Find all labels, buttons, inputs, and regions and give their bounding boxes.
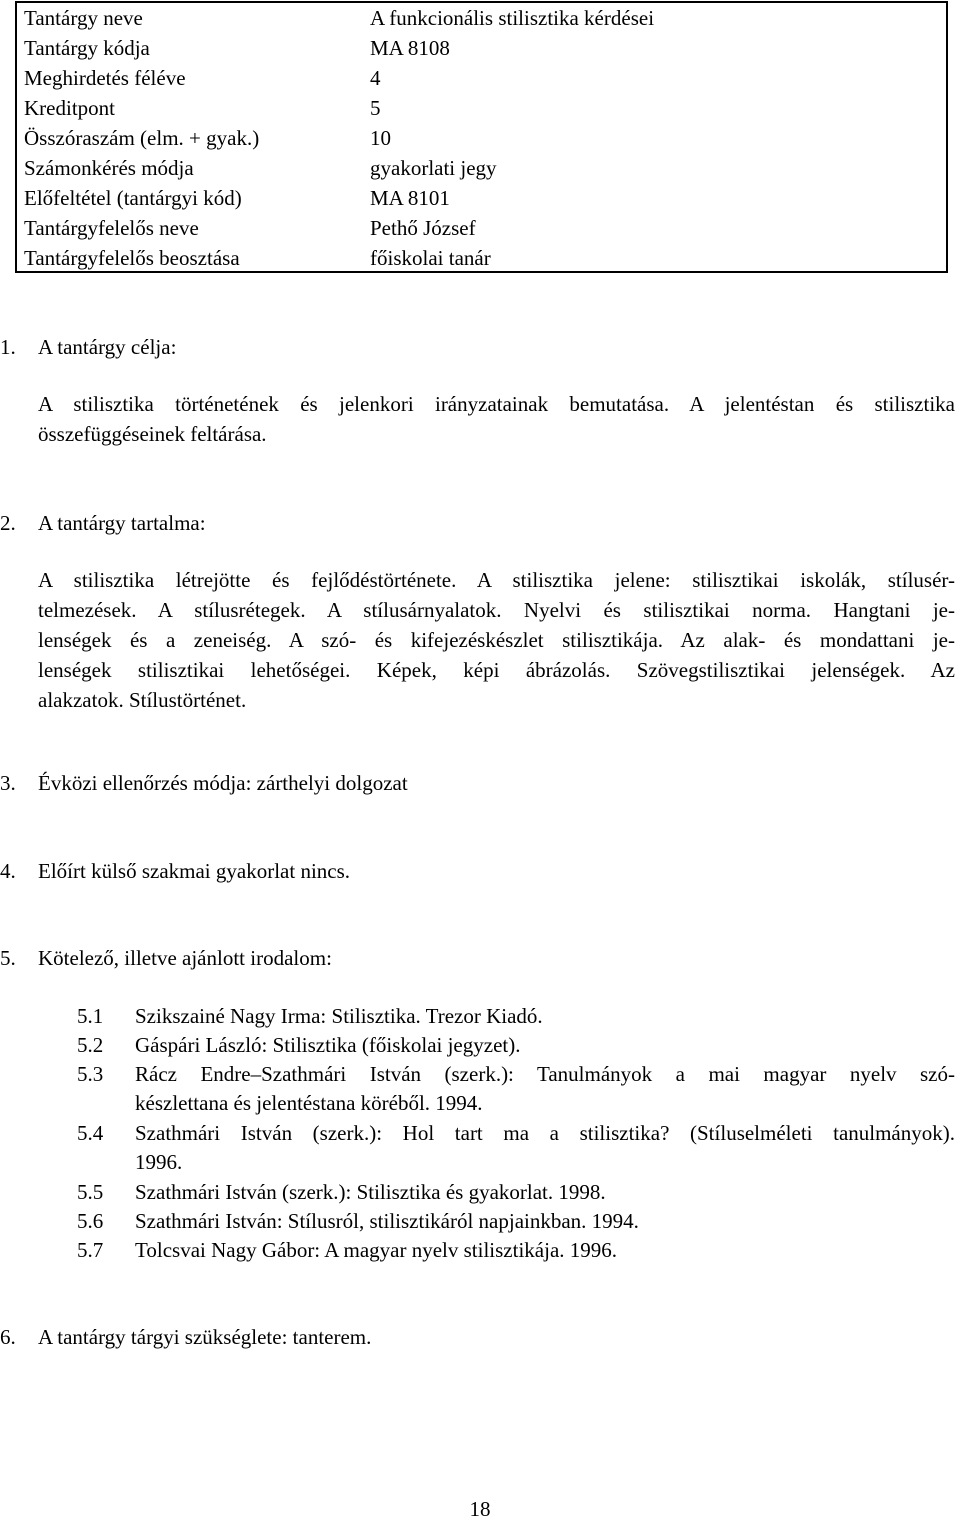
- reference-number: 5.2: [77, 1033, 104, 1057]
- reference-number: 5.4: [77, 1121, 104, 1145]
- reference-number: 5.5: [77, 1180, 104, 1204]
- table-row: [17, 183, 946, 213]
- course-info-table: [15, 1, 948, 273]
- table-row: [17, 243, 946, 273]
- row-label: Előfeltétel (tantárgyi kód): [24, 186, 242, 210]
- section-title: Kötelező, illetve ajánlott irodalom:: [38, 946, 332, 970]
- paragraph-line: összefüggéseinek feltárása.: [38, 422, 267, 446]
- reference-text: Szikszainé Nagy Irma: Stilisztika. Trezor Kiadó.: [135, 1004, 543, 1028]
- reference-text: Szathmári István (szerk.): Hol tart ma a stilisztika? (Stíluselméleti tanulmányok).: [135, 1121, 955, 1145]
- table-row: [17, 3, 946, 33]
- reference-number: 5.6: [77, 1209, 104, 1233]
- row-value: 4: [370, 66, 381, 90]
- section-title: A tantárgy tartalma:: [38, 511, 206, 535]
- paragraph-line: A stilisztika történetének és jelenkori irányzatainak bemutatása. A jelentéstan és stilisztika: [38, 392, 955, 416]
- table-row: [17, 63, 946, 93]
- table-row: [17, 213, 946, 243]
- reference-text: Rácz Endre–Szathmári István (szerk.): Tanulmányok a mai magyar nyelv szó-: [135, 1062, 955, 1086]
- reference-text: Tolcsvai Nagy Gábor: A magyar nyelv stilisztikája. 1996.: [135, 1238, 618, 1262]
- row-value: gyakorlati jegy: [370, 156, 497, 180]
- section-number: 4.: [0, 859, 16, 883]
- row-value: Pethő József: [370, 216, 476, 240]
- row-value: MA 8101: [370, 186, 450, 210]
- section-number: 1.: [0, 335, 16, 359]
- row-label: Tantárgy neve: [24, 6, 143, 30]
- section-number: 6.: [0, 1325, 16, 1349]
- section-number: 2.: [0, 511, 16, 535]
- row-label: Tantárgyfelelős beosztása: [24, 246, 240, 270]
- section-title: Előírt külső szakmai gyakorlat nincs.: [38, 859, 351, 883]
- table-row: [17, 123, 946, 153]
- table-row: [17, 33, 946, 63]
- table-row: [17, 153, 946, 183]
- reference-text: 1996.: [135, 1150, 183, 1174]
- reference-number: 5.3: [77, 1062, 104, 1086]
- row-label: Meghirdetés féléve: [24, 66, 186, 90]
- paragraph-line: lenségek és a zeneiség. A szó- és kifejezéskészlet stilisztikája. Az alak- és mondattani je-: [38, 628, 955, 652]
- paragraph-line: A stilisztika létrejötte és fejlődéstörténete. A stilisztika jelene: stilisztikai iskolák, stílusér-: [38, 568, 955, 592]
- row-value: főiskolai tanár: [370, 246, 491, 270]
- row-value: 5: [370, 96, 381, 120]
- section-2-paragraph: [38, 565, 955, 715]
- row-value: MA 8108: [370, 36, 450, 60]
- reference-number: 5.1: [77, 1004, 104, 1028]
- reference-text: készlettana és jelentéstana köréből. 1994.: [135, 1091, 483, 1115]
- reference-text: Szathmári István (szerk.): Stilisztika és gyakorlat. 1998.: [135, 1180, 606, 1204]
- paragraph-line: alakzatok. Stílustörténet.: [38, 688, 247, 712]
- row-label: Tantárgyfelelős neve: [24, 216, 199, 240]
- row-value: A funkcionális stilisztika kérdései: [370, 6, 655, 30]
- section-1-paragraph: [38, 389, 955, 449]
- section-title: A tantárgy tárgyi szükséglete: tanterem.: [38, 1325, 372, 1349]
- row-label: Tantárgy kódja: [24, 36, 150, 60]
- section-number: 3.: [0, 771, 16, 795]
- reference-text: Szathmári István: Stílusról, stilisztikáról napjainkban. 1994.: [135, 1209, 639, 1233]
- section-title: Évközi ellenőrzés módja: zárthelyi dolgozat: [38, 771, 408, 795]
- table-row: [17, 93, 946, 123]
- row-label: Összóraszám (elm. + gyak.): [24, 126, 260, 150]
- paragraph-line: lenségek stilisztikai lehetőségei. Képek, képi ábrázolás. Szövegstilisztikai jelenségek. Az: [38, 658, 955, 682]
- row-value: 10: [370, 126, 391, 150]
- section-title: A tantárgy célja:: [38, 335, 177, 359]
- row-label: Kreditpont: [24, 96, 115, 120]
- reference-number: 5.7: [77, 1238, 104, 1262]
- row-label: Számonkérés módja: [24, 156, 194, 180]
- reference-text: Gáspári László: Stilisztika (főiskolai jegyzet).: [135, 1033, 521, 1057]
- paragraph-line: telmezések. A stílusrétegek. A stílusárnyalatok. Nyelvi és stilisztikai norma. Hangtani je-: [38, 598, 955, 622]
- page-number: 18: [469, 1497, 491, 1521]
- section-number: 5.: [0, 946, 16, 970]
